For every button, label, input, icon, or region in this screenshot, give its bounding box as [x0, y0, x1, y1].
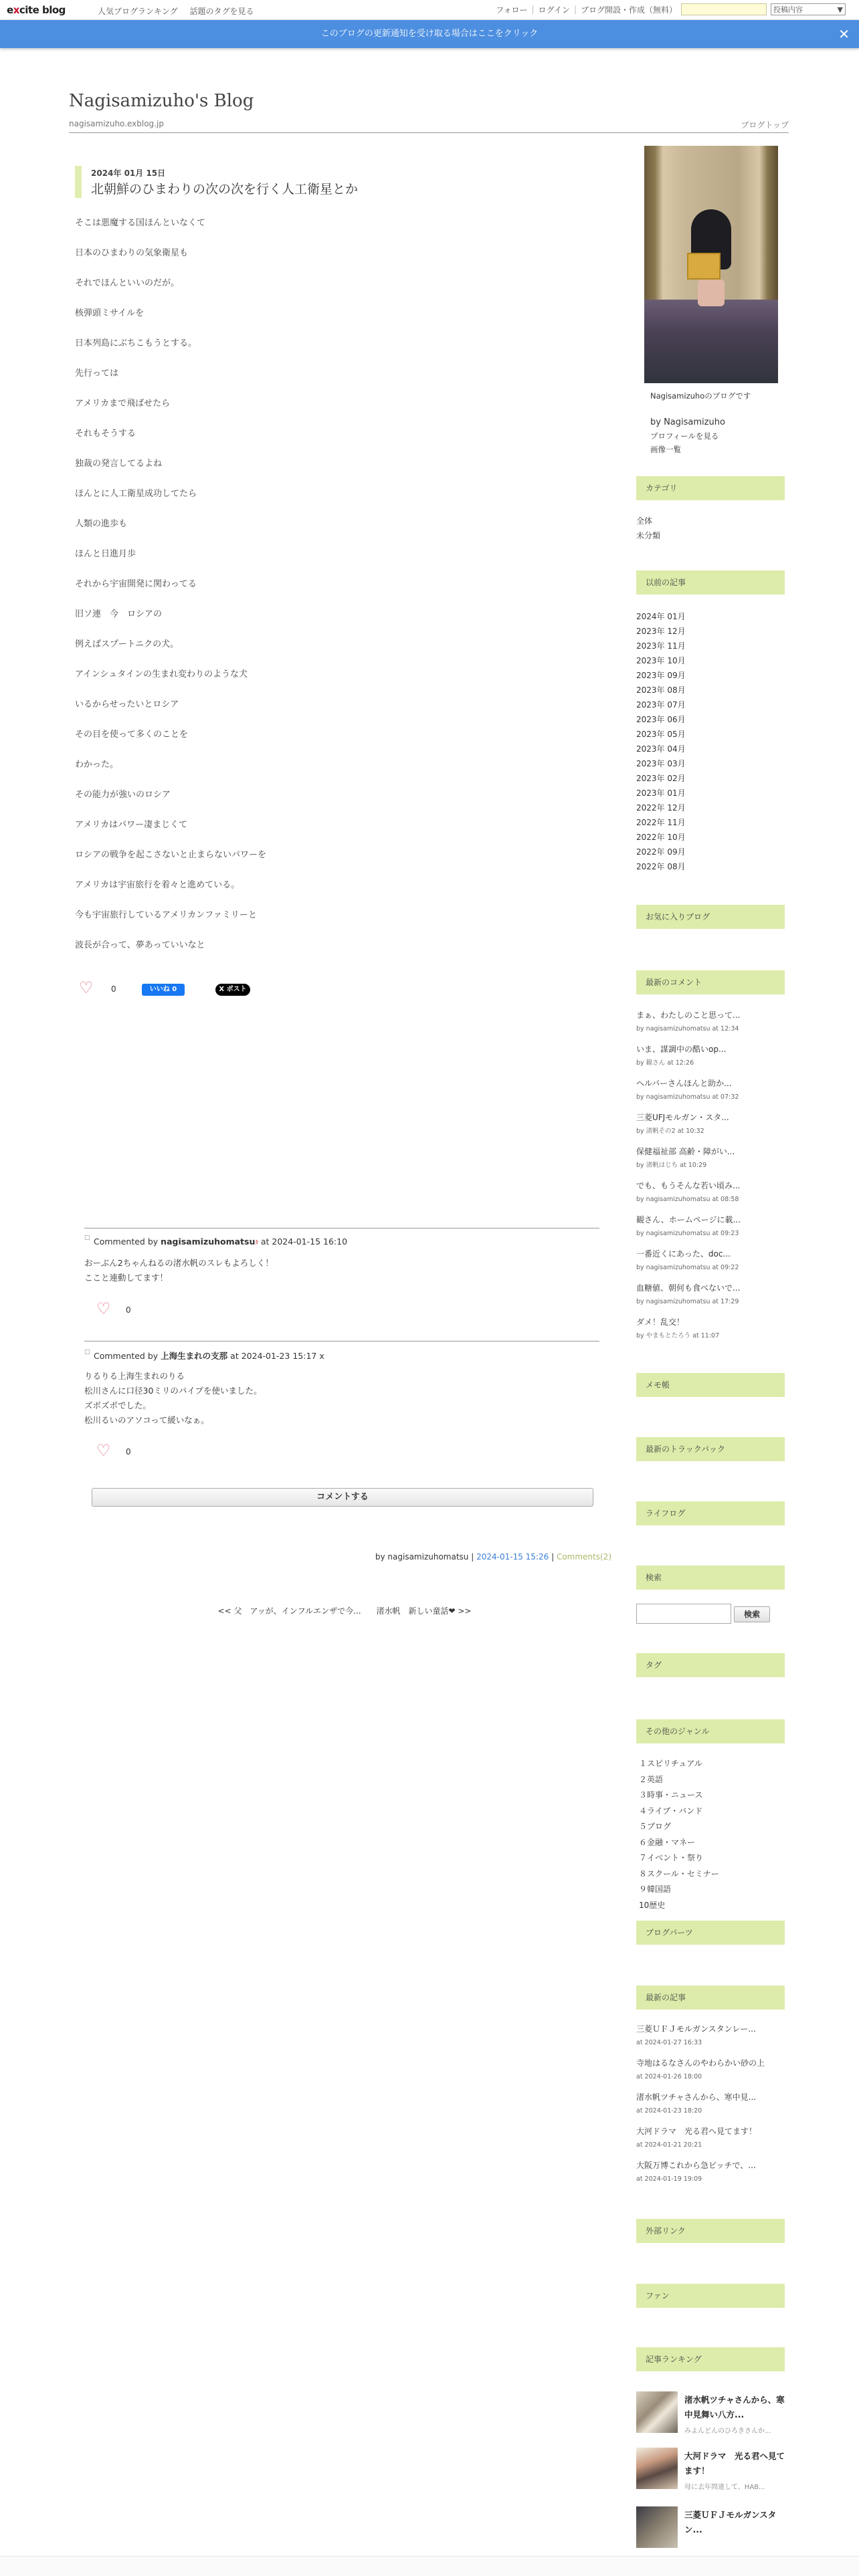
- like-heart-icon[interactable]: ♡: [79, 978, 94, 997]
- recent-comment-meta: by nagisamizuhomatsu at 07:32: [636, 1093, 739, 1101]
- recent-comment-title[interactable]: 三菱UFJモルガン・スタ...: [636, 1113, 729, 1122]
- ranking-item[interactable]: [636, 2448, 785, 2498]
- latest-post[interactable]: [636, 2125, 785, 2159]
- archive-item[interactable]: 2023年 02月: [636, 774, 686, 783]
- recent-comment[interactable]: [636, 1247, 785, 1281]
- post-paragraph: 先行っては: [75, 368, 119, 379]
- recent-comments-list: [636, 1008, 785, 1350]
- recent-comment-title[interactable]: 保健福祉部 高齢・障がい...: [636, 1147, 735, 1156]
- genre-item[interactable]: ５ブログ: [639, 1822, 672, 1831]
- genre-item[interactable]: ６金融・マネー: [639, 1837, 696, 1847]
- archive-item[interactable]: 2023年 09月: [636, 671, 686, 680]
- fans-heading: ファン: [636, 2284, 785, 2308]
- view-profile-link[interactable]: プロフィールを見る: [650, 431, 719, 441]
- category-heading: カテゴリ: [636, 476, 785, 500]
- ranking-item[interactable]: [636, 2391, 785, 2442]
- recent-comment[interactable]: [636, 1043, 785, 1077]
- post-header: [75, 166, 597, 198]
- ranking-thumbnail[interactable]: [636, 2391, 678, 2433]
- latest-post-meta: at 2024-01-21 20:21: [636, 2141, 702, 2149]
- genre-item[interactable]: ８スクール・セミナー: [639, 1868, 719, 1879]
- comment-line: 松川るいのアソコって緩いなぁ。: [84, 1415, 209, 1425]
- genre-list: [636, 1756, 785, 1913]
- comment-time: at 2024-01-15 16:10: [260, 1237, 348, 1247]
- header-divider: [69, 132, 789, 133]
- recent-comment-title[interactable]: まぁ、わたしのこと思って...: [636, 1010, 741, 1020]
- follow-link[interactable]: フォロー: [496, 5, 528, 15]
- latest-post[interactable]: [636, 2022, 785, 2056]
- latest-post-meta: at 2024-01-19 19:09: [636, 2175, 702, 2183]
- profile-links: [650, 416, 725, 456]
- ranking-thumbnail[interactable]: [636, 2448, 678, 2489]
- recent-comment-title[interactable]: いま、謀調中の酷いop...: [636, 1045, 727, 1054]
- post-paragraph: 日本列島にぶちこもうとする。: [75, 338, 197, 348]
- recent-comment-title[interactable]: ヘルパーさんほんと助か...: [636, 1079, 732, 1088]
- recent-comment-title[interactable]: ダメ！乱交！: [636, 1317, 685, 1327]
- genre-item[interactable]: ４ライブ・バンド: [639, 1806, 703, 1816]
- post-footer: by nagisamizuhomatsu | 2024-01-15 15:26 | Comments(2): [375, 1552, 611, 1562]
- sidebar-search-button[interactable]: 検索: [734, 1606, 770, 1622]
- post-paragraph: それから宇宙開発に関わってる: [75, 579, 197, 589]
- latest-posts-list: [636, 2022, 785, 2193]
- recent-comment-title[interactable]: 一番近くにあった、doc...: [636, 1249, 731, 1259]
- post-body: [75, 217, 597, 969]
- latest-posts-heading: 最新の記事: [636, 1985, 785, 2010]
- ranking-title[interactable]: 大河ドラマ 光る君へ見てます！: [684, 2451, 785, 2476]
- comment-icon: □: [84, 1349, 90, 1356]
- recent-comment[interactable]: [636, 1281, 785, 1315]
- blog-parts-heading: ブログパーツ: [636, 1921, 785, 1945]
- latest-post-title[interactable]: 大阪万博これから急ピッチで、...: [636, 2161, 756, 2170]
- post-paragraph: 旧ソ連 今 ロシアの: [75, 609, 163, 619]
- ranking-title[interactable]: 渚水帆ツチャさんから、寒中見舞い八方...: [684, 2395, 785, 2420]
- archive-heading: 以前の記事: [636, 570, 785, 595]
- comment-line: ここと連動してます！: [84, 1273, 169, 1283]
- sidebar-search-input[interactable]: [636, 1604, 731, 1624]
- recent-comment-meta: by nagisamizuhomatsu at 09:23: [636, 1230, 739, 1237]
- recent-comment-meta: by nagisamizuhomatsu at 12:34: [636, 1025, 739, 1033]
- post-paragraph: その能力が強いのロシア: [75, 790, 171, 800]
- comment-icon: □: [84, 1235, 90, 1241]
- profile-image[interactable]: [644, 146, 778, 383]
- post-paragraph: アメリカはパワー凄まじくて: [75, 820, 188, 830]
- post-permalink[interactable]: 2024-01-15 15:26: [476, 1552, 549, 1562]
- archive-item[interactable]: 2023年 05月: [636, 730, 686, 739]
- blog-top-link[interactable]: ブログトップ: [741, 120, 789, 130]
- ranking-heading: 記事ランキング: [636, 2347, 785, 2371]
- archive-item[interactable]: 2023年 06月: [636, 715, 686, 724]
- post-title[interactable]: 北朝鮮のひまわりの次の次を行く人工衛星とか: [91, 182, 359, 197]
- latest-post-title[interactable]: 大河ドラマ 光る君へ見てます！: [636, 2127, 757, 2136]
- x-post-button[interactable]: X ポスト: [215, 984, 250, 996]
- top-search-input[interactable]: [681, 3, 767, 15]
- comment-line: 松川さんに口径30ミリのパイプを使いました。: [84, 1386, 262, 1396]
- archive-item[interactable]: 2023年 07月: [636, 700, 686, 710]
- post-paragraph: それもそうする: [75, 429, 136, 439]
- post-title-accent: [75, 166, 82, 198]
- search-heading: 検索: [636, 1566, 785, 1590]
- favorite-blogs-heading: お気に入りブログ: [636, 905, 785, 929]
- ranking-item[interactable]: [636, 2506, 785, 2557]
- add-comment-button[interactable]: コメントする: [92, 1488, 593, 1507]
- notice-text[interactable]: このブログの更新通知を受け取る場合はここをクリック: [320, 29, 539, 39]
- trackback-heading: 最新のトラックバック: [636, 1437, 785, 1461]
- recent-comment-meta: by nagisamizuhomatsu at 08:58: [636, 1196, 739, 1203]
- comment-2: □ Commented by 上海生まれの支那 at 2024-01-23 15:17 x りるりる上海生まれのりる 松川さんに口径30ミリのパイプを使いました。 ズボズボでした。 松川るいのアソコって緩いなぁ。: [84, 1350, 593, 1428]
- recent-comment[interactable]: [636, 1077, 785, 1111]
- recent-comment[interactable]: [636, 1008, 785, 1043]
- image-list-link[interactable]: 画像一覧: [650, 445, 681, 454]
- recent-comment[interactable]: [636, 1179, 785, 1213]
- like-count: 0: [111, 984, 116, 994]
- trending-tags-link[interactable]: 話題のタグを見る: [189, 7, 254, 16]
- post-paragraph: そこは悪魔する国ほんといなくて: [75, 218, 206, 228]
- excite-blog-logo[interactable]: excite blog: [7, 4, 66, 16]
- ranking-thumbnail[interactable]: [636, 2506, 678, 2548]
- ranking-link[interactable]: 人気ブログランキング: [98, 7, 178, 16]
- recent-comment-meta: by 観さん at 12:26: [636, 1059, 694, 1067]
- genre-item[interactable]: ７イベント・祭り: [639, 1853, 704, 1862]
- create-blog-link[interactable]: ブログ開設・作成（無料）: [580, 5, 677, 15]
- genre-heading: その他のジャンル: [636, 1719, 785, 1743]
- archive-item[interactable]: 2022年 10月: [636, 833, 686, 842]
- comment-1: □ Commented by nagisamizuhomatsuﾀ at 2024-01-15 16:10 おーぶん2ちゃんねるの渚水帆のスレもよろしく！ ここと連動してます！: [84, 1236, 593, 1285]
- genre-item[interactable]: ９韓国語: [639, 1885, 672, 1894]
- recent-comment-meta: by nagisamizuhomatsu at 09:22: [636, 1264, 739, 1271]
- comments-link[interactable]: Comments(2): [556, 1552, 611, 1562]
- close-icon[interactable]: ✕: [838, 26, 850, 42]
- recent-comment[interactable]: [636, 1111, 785, 1145]
- external-links-heading: 外部リンク: [636, 2219, 785, 2243]
- category-item[interactable]: 全体: [636, 516, 653, 526]
- update-notice-banner[interactable]: [0, 20, 859, 48]
- post-paragraph: アメリカは宇宙旅行を着々と進めている。: [75, 880, 240, 890]
- facebook-like-button[interactable]: いいね 0: [142, 984, 185, 996]
- profile-caption: Nagisamizuhoのブログです: [650, 391, 751, 401]
- archive-item[interactable]: 2023年 03月: [636, 759, 686, 768]
- tags-heading: タグ: [636, 1653, 785, 1677]
- post-pager: [211, 1605, 478, 1616]
- archive-item[interactable]: 2022年 08月: [636, 862, 686, 871]
- post-paragraph: 今も宇宙旅行しているアメリカンファミリーと: [75, 910, 257, 920]
- latest-post[interactable]: [636, 2159, 785, 2193]
- author-flag-icon: ﾀ: [255, 1240, 258, 1247]
- latest-post[interactable]: [636, 2056, 785, 2090]
- ranking-title[interactable]: 三菱ＵＦＪモルガンスタン...: [684, 2510, 777, 2535]
- ranking-desc: みよんどんのひろきさんか...: [684, 2428, 771, 2435]
- latest-post[interactable]: [636, 2090, 785, 2125]
- comment-like-heart-icon[interactable]: ♡: [96, 1299, 111, 1318]
- archive-item[interactable]: 2022年 09月: [636, 847, 686, 857]
- recent-comment-title[interactable]: 観さん、ホームページに載...: [636, 1215, 741, 1224]
- latest-post-title[interactable]: 三菱ＵＦＪモルガンスタンレー...: [636, 2024, 756, 2034]
- blog-url: nagisamizuho.exblog.jp: [69, 119, 164, 128]
- recent-comment[interactable]: [636, 1315, 785, 1350]
- bottom-bar: [0, 2556, 859, 2576]
- post-paragraph: アメリカまで飛ばせたら: [75, 399, 171, 409]
- archive-item[interactable]: 2023年 04月: [636, 744, 686, 754]
- archive-item[interactable]: 2023年 08月: [636, 685, 686, 695]
- post-paragraph: アインシュタインの生まれ変わりのような犬: [75, 669, 248, 679]
- comment-author[interactable]: 上海生まれの支那: [161, 1351, 228, 1361]
- comment-line: おーぶん2ちゃんねるの渚水帆のスレもよろしく！: [84, 1258, 274, 1268]
- category-list: [636, 514, 785, 543]
- archive-item[interactable]: 2023年 11月: [636, 641, 686, 651]
- login-link[interactable]: ログイン: [538, 5, 570, 15]
- prev-post-link[interactable]: << 父 アッが、インフルエンザで今...: [217, 1606, 361, 1616]
- recent-comment-meta: by 渚帆はじち at 10:29: [636, 1162, 707, 1169]
- comment-like-count: 0: [126, 1305, 131, 1315]
- lifelog-heading: ライフログ: [636, 1501, 785, 1525]
- post-paragraph: ほんとに人工衛星成功してたら: [75, 489, 197, 499]
- post-paragraph: 独裁の発言してるよね: [75, 459, 163, 469]
- category-item[interactable]: 未分類: [636, 531, 661, 540]
- genre-item[interactable]: ３時事・ニュース: [639, 1790, 703, 1800]
- top-links: [98, 5, 264, 17]
- post-paragraph: その目を使って多くのことを: [75, 730, 189, 740]
- chevron-down-icon: ▼: [837, 5, 843, 14]
- archive-list: [636, 609, 785, 874]
- top-bar: [0, 0, 859, 20]
- archive-item[interactable]: 2023年 01月: [636, 788, 686, 798]
- genre-item[interactable]: 10歴史: [639, 1900, 666, 1910]
- comment-time: at 2024-01-23 15:17 x: [230, 1351, 324, 1361]
- archive-item[interactable]: 2024年 01月: [636, 612, 686, 621]
- profile-author: by Nagisamizuho: [650, 417, 725, 427]
- memo-heading: メモ帳: [636, 1373, 785, 1397]
- post-author: by nagisamizuhomatsu: [375, 1552, 469, 1562]
- comment-author[interactable]: nagisamizuhomatsu: [161, 1237, 256, 1247]
- genre-item[interactable]: １スピリチュアル: [639, 1759, 702, 1768]
- blog-title[interactable]: Nagisamizuho's Blog: [69, 91, 254, 111]
- top-right-menu: フォロー | ログイン | ブログ開設・作成（無料） 投稿内容 ▼: [496, 3, 846, 15]
- archive-item[interactable]: 2023年 10月: [636, 656, 686, 665]
- post-paragraph: いるからせったいとロシア: [75, 700, 179, 710]
- genre-item[interactable]: ２英語: [639, 1774, 664, 1784]
- post-paragraph: わかった。: [75, 760, 119, 770]
- comment-like-count: 0: [126, 1447, 131, 1457]
- latest-post-meta: at 2024-01-23 18:20: [636, 2107, 702, 2115]
- archive-item[interactable]: 2023年 12月: [636, 627, 686, 636]
- latest-post-meta: at 2024-01-26 18:00: [636, 2073, 702, 2080]
- post-paragraph: ロシアの戦争を起こさないと止まらないパワーを: [75, 850, 267, 860]
- recent-comment[interactable]: [636, 1145, 785, 1179]
- comment-line: りるりる上海生まれのりる: [84, 1371, 185, 1381]
- comment-line: ズボズボでした。: [84, 1400, 152, 1410]
- recent-comment[interactable]: [636, 1213, 785, 1247]
- ranking-desc: 母に去年問違して、HAB...: [684, 2484, 765, 2491]
- search-scope-select[interactable]: 投稿内容 ▼: [771, 3, 846, 15]
- post-paragraph: それでほんといいのだが。: [75, 278, 180, 288]
- post-paragraph: 日本のひまわりの気象衛星も: [75, 248, 189, 258]
- comment-like-heart-icon[interactable]: ♡: [96, 1441, 111, 1460]
- recent-comment-meta: by 渚帆その2 at 10:32: [636, 1128, 704, 1135]
- post-date: 2024年 01月 15日: [91, 169, 166, 178]
- recent-comment-meta: by やまもとたろう at 11:07: [636, 1332, 720, 1339]
- post-paragraph: 波長が合って、夢あっていいなと: [75, 940, 205, 950]
- post-paragraph: ほんと日進月歩: [75, 549, 136, 559]
- latest-post-title[interactable]: 渚水帆ツチャさんから、寒中見...: [636, 2092, 757, 2102]
- recent-comments-heading: 最新のコメント: [636, 970, 785, 994]
- recent-comment-title[interactable]: でも、もうそんな若い頃み...: [636, 1181, 741, 1190]
- latest-post-title[interactable]: 寺地はるなさんのやわらかい砂の上: [636, 2058, 765, 2068]
- post-paragraph: 例えばスプートニクの犬。: [75, 639, 179, 649]
- latest-post-meta: at 2024-01-27 16:33: [636, 2039, 702, 2046]
- recent-comment-title[interactable]: 血糖値、朝何も食べないで...: [636, 1283, 741, 1293]
- archive-item[interactable]: 2022年 11月: [636, 818, 686, 827]
- post-paragraph: 人類の進歩も: [75, 519, 128, 529]
- recent-comment-meta: by nagisamizuhomatsu at 17:29: [636, 1298, 739, 1305]
- archive-item[interactable]: 2022年 12月: [636, 803, 686, 813]
- post-paragraph: 核弾頭ミサイルを: [75, 308, 145, 318]
- next-post-link[interactable]: 渚水帆 新しい童話❤ >>: [376, 1606, 472, 1616]
